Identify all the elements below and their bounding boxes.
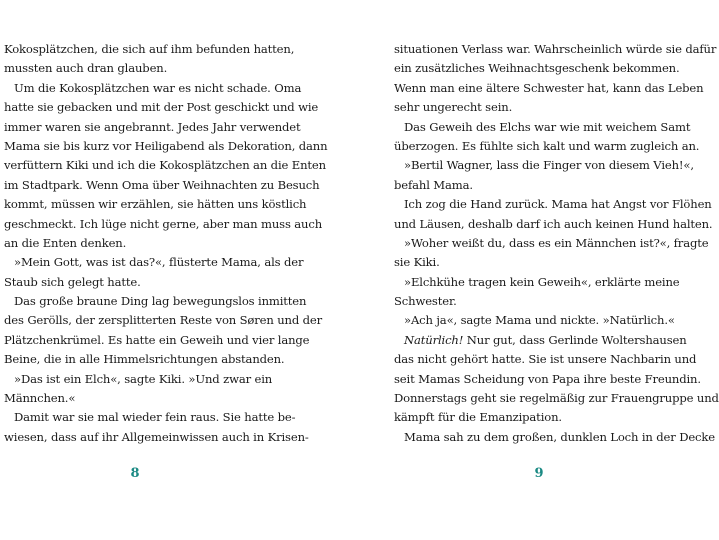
text-line: Mama sah zu dem großen, dunklen Loch in der Decke <box>404 429 715 444</box>
text-line: Schwester. <box>394 294 457 309</box>
text-line: Donnerstags geht sie regelmäßig zur Frauengruppe und <box>394 391 719 406</box>
text-line: »Ach ja«, sagte Mama und nickte. »Natürlich.« <box>404 313 675 328</box>
text-line: verfüttern Kiki und ich die Kokosplätzchen an die Enten <box>4 158 326 173</box>
text-line: »Elchkühe tragen kein Geweih«, erklärte meine <box>404 274 680 289</box>
text-line: Ich zog die Hand zurück. Mama hat Angst vor Flöhen <box>404 197 712 212</box>
text-line: im Stadtpark. Wenn Oma über Weihnachten zu Besuch <box>4 177 320 192</box>
text-line: Das große braune Ding lag bewegungslos inmitten <box>14 294 307 309</box>
text-line: ein zusätzliches Weihnachtsgeschenk bekommen. <box>394 61 680 76</box>
text-line: kommt, müssen wir erzählen, sie hätten uns köstlich <box>4 197 307 212</box>
text-line: kämpft für die Emanzipation. <box>394 410 562 425</box>
right-page-text <box>394 40 719 447</box>
text-line: sie Kiki. <box>394 255 440 270</box>
text-line: überzogen. Es fühlte sich kalt und warm zugleich an. <box>394 138 700 153</box>
text-line: Kokosplätzchen, die sich auf ihm befunden hatten, <box>4 42 295 56</box>
italic-word: Natürlich! <box>404 332 464 347</box>
line-text: Nur gut, dass Gerlinde Woltershausen <box>463 332 687 347</box>
text-line: situationen Verlass war. Wahrscheinlich würde sie dafür <box>394 42 717 56</box>
text-line: Plätzchenkrümel. Es hatte ein Geweih und vier lange <box>4 332 310 347</box>
text-line: »Woher weißt du, dass es ein Männchen ist?«, fragte <box>404 235 709 250</box>
text-line: des Gerölls, der zersplitterten Reste von Søren und der <box>4 313 323 328</box>
text-line: wiesen, dass auf ihr Allgemeinwissen auch in Krisen- <box>4 429 309 444</box>
text-line: »Das ist ein Elch«, sagte Kiki. »Und zwar ein <box>14 371 273 386</box>
text-line: Das Geweih des Elchs war wie mit weichem Samt <box>404 119 691 134</box>
text-line: »Mein Gott, was ist das?«, flüsterte Mama, als der <box>14 255 304 270</box>
text-line: Wenn man eine ältere Schwester hat, kann das Leben <box>394 80 704 95</box>
text-line: Staub sich gelegt hatte. <box>4 274 141 289</box>
text-line: hatte sie gebacken und mit der Post geschickt und wie <box>4 100 319 115</box>
text-line: Mama sie bis kurz vor Heiligabend als Dekoration, dann <box>4 138 328 153</box>
text-line: immer waren sie angebrannt. Jedes Jahr verwendet <box>4 119 301 134</box>
text-line: Um die Kokosplätzchen war es nicht schade. Oma <box>14 80 302 95</box>
right-page-number: 9 <box>534 466 544 481</box>
text-line: Damit war sie mal wieder fein raus. Sie hatte be- <box>14 410 296 425</box>
text-line: sehr ungerecht sein. <box>394 100 513 115</box>
text-line: geschmeckt. Ich lüge nicht gerne, aber man muss auch <box>4 216 323 231</box>
left-page-text <box>4 40 328 447</box>
text-line: Männchen.« <box>4 391 76 406</box>
text-line: und Läusen, deshalb darf ich auch keinen Hund halten. <box>394 216 713 231</box>
text-line: das nicht gehört hatte. Sie ist unsere Nachbarin und <box>394 352 697 367</box>
text-line: Beine, die in alle Himmelsrichtungen abstanden. <box>4 352 285 367</box>
text-line <box>394 331 687 350</box>
text-line: befahl Mama. <box>394 177 473 192</box>
left-page-number: 8 <box>130 466 140 481</box>
text-line: »Bertil Wagner, lass die Finger von diesem Vieh!«, <box>404 158 694 173</box>
text-line: seit Mamas Scheidung von Papa ihre beste Freundin. <box>394 371 701 386</box>
text-line: mussten auch dran glauben. <box>4 61 168 76</box>
text-line: an die Enten denken. <box>4 235 127 250</box>
